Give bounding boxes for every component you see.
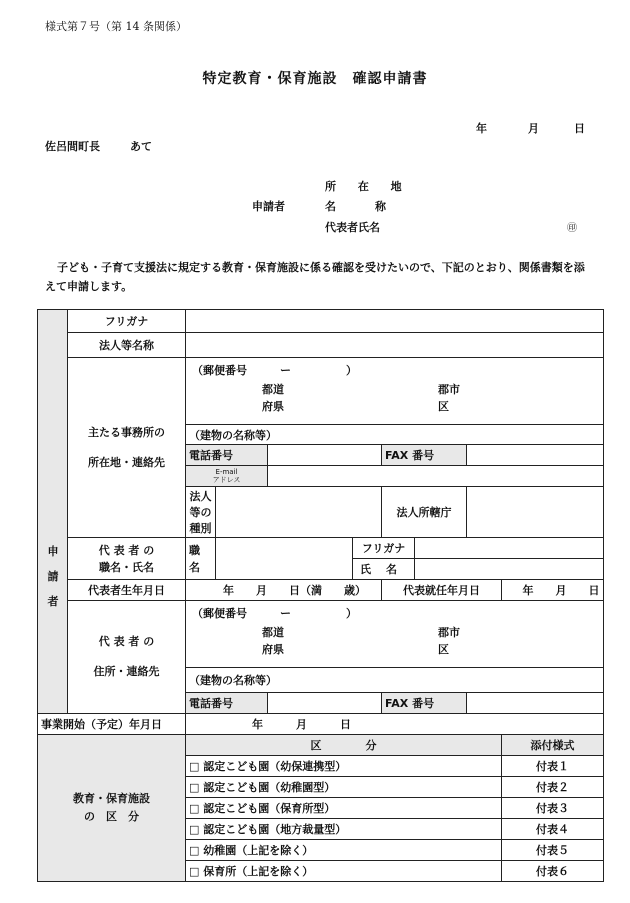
rep-prefecture-label-b: 府県: [262, 643, 284, 656]
fax-label: FAX 番号: [382, 445, 467, 466]
birth-field[interactable]: 年 月 日（満 歳）: [186, 580, 382, 601]
date-day-label: 日: [574, 122, 585, 135]
rep-phone-field[interactable]: [268, 693, 382, 714]
facility-category-label: 教育・保育施設 の 区 分: [38, 735, 186, 882]
applicant-side-label: 申請者: [38, 310, 68, 714]
rep-phone-label: 電話番号: [186, 693, 268, 714]
seal-mark: ㊞: [567, 223, 577, 234]
tenure-field[interactable]: 年 月 日: [502, 580, 604, 601]
attach-form: 付表５: [502, 840, 604, 861]
form-number: 様式第７号（第 14 条関係）: [45, 20, 187, 33]
attach-form: 付表３: [502, 798, 604, 819]
rep-furigana-field[interactable]: [415, 538, 604, 559]
category-option[interactable]: □ 認定こども園（保育所型）: [186, 798, 502, 819]
rep-fax-label: FAX 番号: [382, 693, 467, 714]
rep-fax-field[interactable]: [467, 693, 604, 714]
addressee: 佐呂間町長: [45, 140, 100, 153]
corp-type-label: 法人等の種別: [186, 487, 216, 538]
corp-name-field[interactable]: [186, 333, 604, 358]
rep-building-field[interactable]: [186, 668, 604, 693]
applicant-address-label: 所 在 地: [325, 180, 411, 193]
page-title: 特定教育・保育施設 確認申請書: [202, 71, 428, 87]
corp-name-label: 法人等名称: [68, 333, 186, 358]
category-header: 区 分: [186, 735, 502, 756]
rep-prefecture-label-a: 都道: [262, 626, 284, 639]
prefecture-label-a: 都道: [262, 383, 284, 396]
tenure-label: 代表就任年月日: [382, 580, 502, 601]
email-label: E-mail アドレス: [186, 466, 268, 487]
application-table: [37, 309, 604, 882]
rep-name-label: 氏 名: [353, 559, 415, 580]
date-year-label: 年: [476, 122, 487, 135]
rep-name-field[interactable]: [415, 559, 604, 580]
attach-form: 付表２: [502, 777, 604, 798]
category-option[interactable]: □ 保育所（上記を除く）: [186, 861, 502, 882]
attach-form: 付表６: [502, 861, 604, 882]
postal-code-label: （郵便番号 ー ）: [192, 364, 357, 377]
category-option[interactable]: □ 幼稚園（上記を除く）: [186, 840, 502, 861]
corp-authority-field[interactable]: [467, 487, 604, 538]
start-date-label: 事業開始（予定）年月日: [38, 714, 186, 735]
building-name-label: （建物の名称等）: [189, 428, 277, 442]
phone-label: 電話番号: [186, 445, 268, 466]
attach-form: 付表１: [502, 756, 604, 777]
applicant-name-label-b: 称: [375, 200, 386, 213]
addressee-suffix: あて: [130, 140, 152, 153]
rep-city-label-b: 区: [438, 643, 449, 656]
rep-title-label: 代 表 者 の 職名・氏名: [68, 538, 186, 580]
attach-header: 添付様式: [502, 735, 604, 756]
post-field[interactable]: [216, 538, 353, 580]
phone-field[interactable]: [268, 445, 382, 466]
corp-authority-label: 法人所轄庁: [382, 487, 467, 538]
furigana-label: フリガナ: [68, 310, 186, 333]
category-option[interactable]: □ 認定こども園（幼保連携型）: [186, 756, 502, 777]
category-option[interactable]: □ 認定こども園（幼稚園型）: [186, 777, 502, 798]
main-office-label: 主たる事務所の 所在地・連絡先: [68, 358, 186, 538]
applicant-name-label-a: 名: [325, 200, 336, 213]
fax-field[interactable]: [467, 445, 604, 466]
applicant-label: 申請者: [252, 200, 285, 213]
rep-building-label: （建物の名称等）: [189, 674, 277, 687]
intro-text: 子ども・子育て支援法に規定する教育・保育施設に係る確認を受けたいので、下記のとおり、関係書類を添えて申請します。: [45, 261, 585, 293]
prefecture-label-b: 府県: [262, 400, 284, 413]
corp-type-field[interactable]: [216, 487, 382, 538]
rep-address-field[interactable]: [186, 601, 604, 668]
rep-address-label: 代 表 者 の 住所・連絡先: [68, 601, 186, 714]
applicant-representative-label: 代表者氏名: [325, 221, 380, 234]
rep-city-label-a: 郡市: [438, 626, 460, 639]
rep-furigana-label: フリガナ: [353, 538, 415, 559]
date-month-label: 月: [528, 122, 539, 135]
city-label-b: 区: [438, 400, 449, 413]
furigana-field[interactable]: [186, 310, 604, 333]
email-field[interactable]: [268, 466, 604, 487]
building-name-field[interactable]: [186, 425, 604, 445]
post-label: 職 名: [186, 538, 216, 580]
city-label-a: 郡市: [438, 383, 460, 396]
main-office-address-field[interactable]: [186, 358, 604, 425]
category-option[interactable]: □ 認定こども園（地方裁量型）: [186, 819, 502, 840]
birth-label: 代表者生年月日: [68, 580, 186, 601]
attach-form: 付表４: [502, 819, 604, 840]
start-date-field[interactable]: 年 月 日: [186, 714, 604, 735]
rep-postal-code-label: （郵便番号 ー ）: [192, 607, 357, 620]
